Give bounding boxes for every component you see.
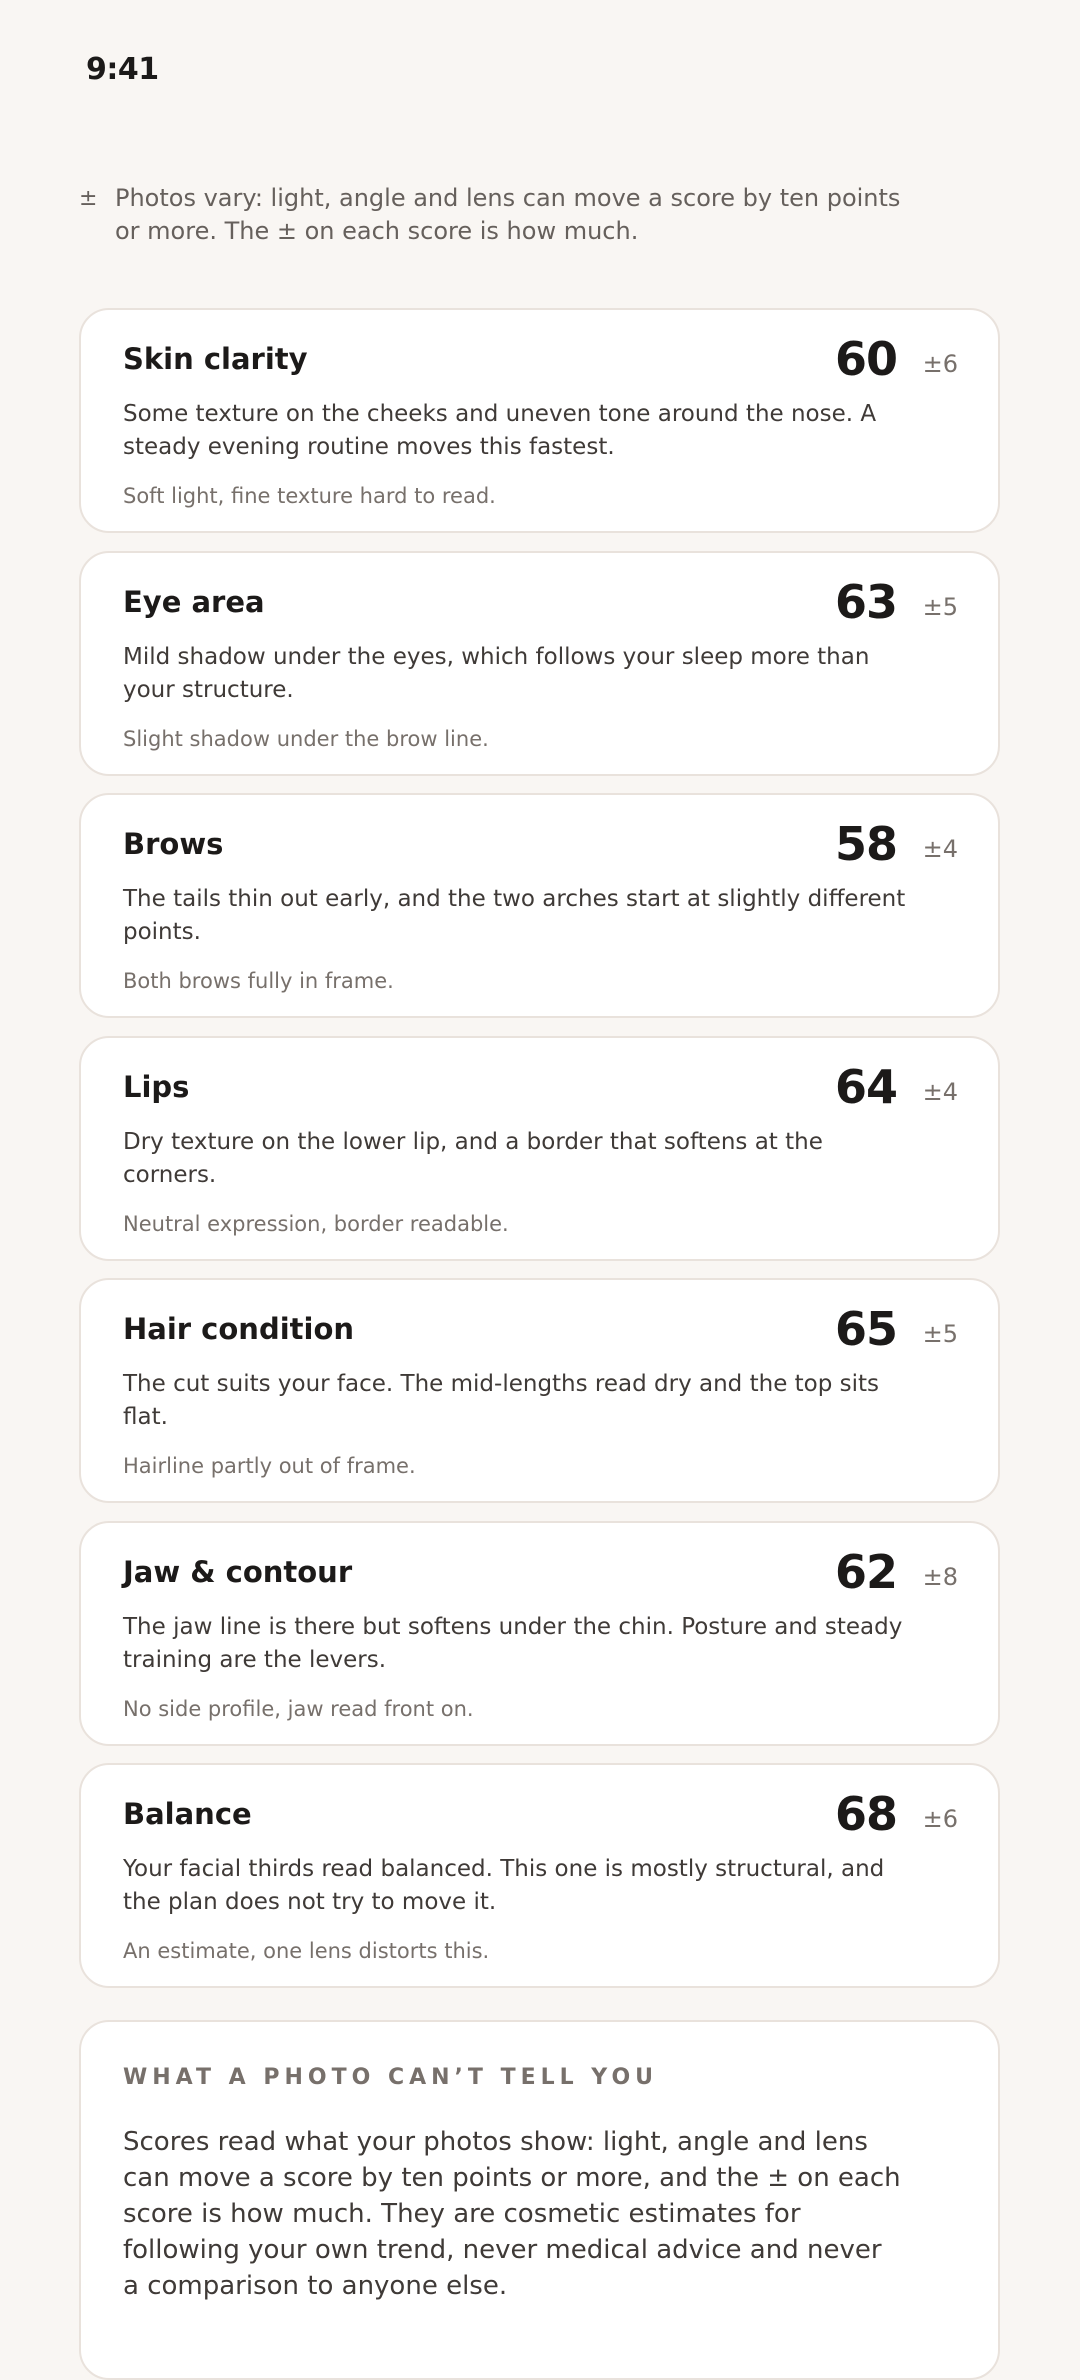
card-title: Lips	[123, 1070, 190, 1104]
card-margin: ±5	[922, 1320, 958, 1348]
card-margin: ±4	[922, 835, 958, 863]
score-card-eye-area[interactable]	[79, 551, 1000, 776]
card-description: Dry texture on the lower lip, and a border that softens at the corners.	[123, 1129, 823, 1188]
card-photo-condition: Soft light, fine texture hard to read.	[123, 484, 496, 508]
status-bar-time: 9:41	[86, 52, 159, 87]
disclaimer-body: Scores read what your photos show: light, angle and lens can move a score by ten points or more, and the ± on each score is how much. They are cosmetic estimates for following your own trend, never medical advice and never a comparison to anyone else.	[123, 2127, 901, 2301]
card-title: Skin clarity	[123, 342, 308, 376]
card-title: Eye area	[123, 585, 265, 619]
card-score: 60	[834, 332, 897, 386]
card-margin: ±8	[922, 1563, 958, 1591]
score-card-brows[interactable]	[79, 793, 1000, 1018]
card-title: Hair condition	[123, 1312, 355, 1346]
card-score: 68	[834, 1787, 897, 1841]
score-card-lips[interactable]	[79, 1036, 1000, 1261]
card-margin: ±6	[922, 350, 958, 378]
disclaimer-card	[79, 2020, 1000, 2380]
card-photo-condition: Both brows fully in frame.	[123, 969, 394, 993]
score-card-hair-condition[interactable]	[79, 1278, 1000, 1503]
card-title: Balance	[123, 1797, 252, 1831]
card-description: The tails thin out early, and the two arches start at slightly different points.	[123, 886, 906, 945]
card-margin: ±4	[922, 1078, 958, 1106]
plus-minus-icon: ±	[79, 186, 98, 211]
card-score: 63	[834, 575, 897, 629]
card-description: Some texture on the cheeks and uneven tone around the nose. A steady evening routine moves this fastest.	[123, 401, 877, 460]
card-photo-condition: Neutral expression, border readable.	[123, 1212, 509, 1236]
variance-note-text: Photos vary: light, angle and lens can move a score by ten points or more. The ± on each score is how much.	[115, 184, 901, 245]
card-photo-condition: An estimate, one lens distorts this.	[123, 1939, 490, 1963]
card-description: The jaw line is there but softens under the chin. Posture and steady training are the levers.	[123, 1614, 903, 1673]
card-score: 64	[834, 1060, 897, 1114]
card-title: Jaw & contour	[123, 1555, 353, 1589]
card-title: Brows	[123, 827, 224, 861]
variance-note	[79, 182, 919, 248]
card-description: Mild shadow under the eyes, which follows your sleep more than your structure.	[123, 644, 870, 703]
card-photo-condition: Hairline partly out of frame.	[123, 1454, 416, 1478]
score-card-jaw-contour[interactable]	[79, 1521, 1000, 1746]
score-card-skin-clarity[interactable]	[79, 308, 1000, 533]
score-card-balance[interactable]	[79, 1763, 1000, 1988]
card-margin: ±6	[922, 1805, 958, 1833]
card-margin: ±5	[922, 593, 958, 621]
card-description: Your facial thirds read balanced. This one is mostly structural, and the plan does not try to move it.	[123, 1856, 885, 1915]
card-score: 65	[834, 1302, 897, 1356]
card-score: 62	[834, 1545, 897, 1599]
card-score: 58	[834, 817, 897, 871]
card-photo-condition: No side profile, jaw read front on.	[123, 1697, 474, 1721]
card-description: The cut suits your face. The mid-lengths read dry and the top sits flat.	[123, 1371, 880, 1430]
card-photo-condition: Slight shadow under the brow line.	[123, 727, 489, 751]
disclaimer-heading: WHAT A PHOTO CAN’T TELL YOU	[123, 2065, 659, 2090]
